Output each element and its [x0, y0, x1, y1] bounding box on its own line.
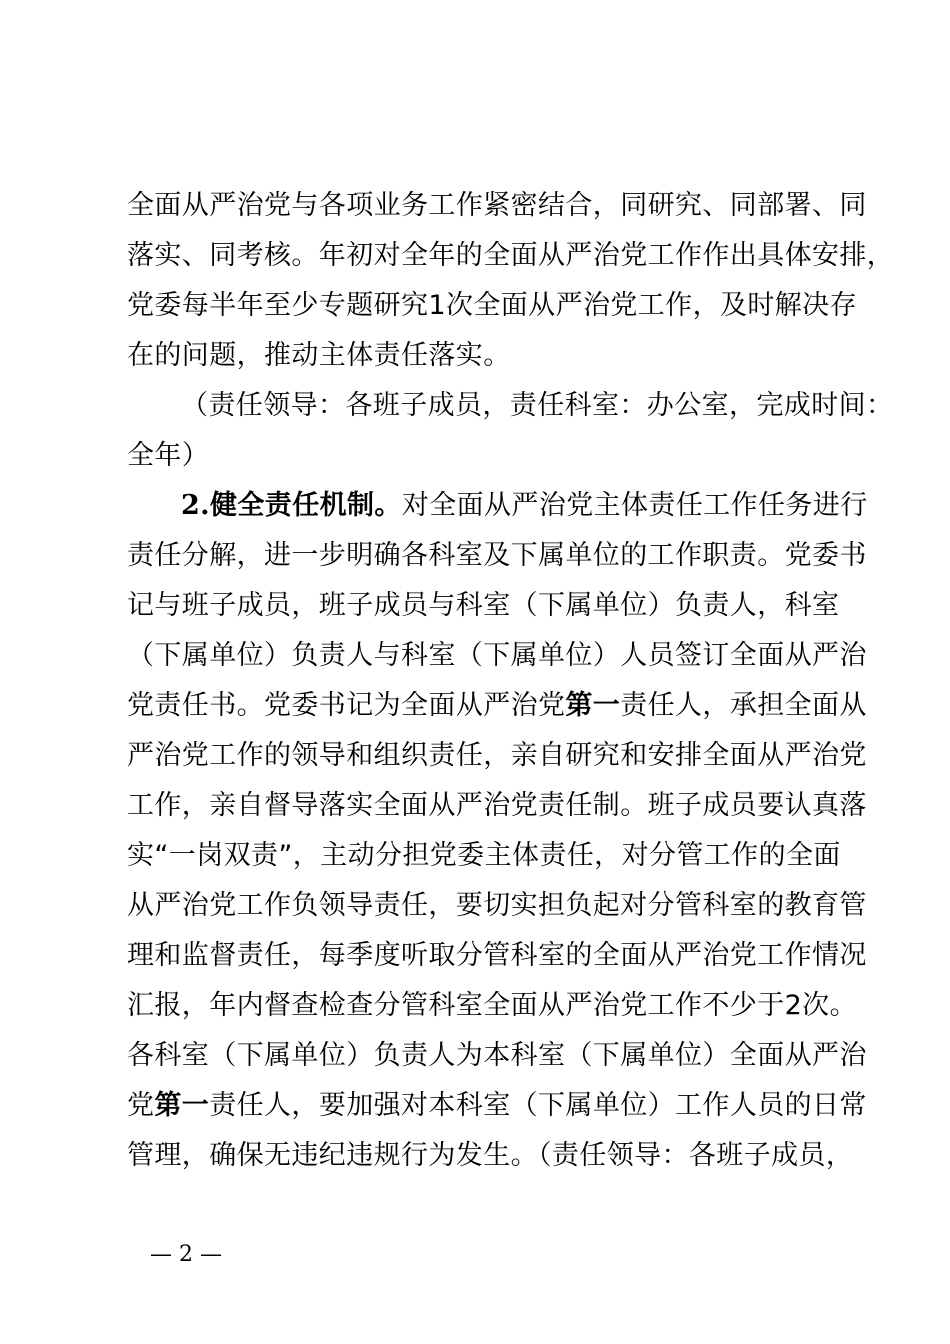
- text-run: 责任人，承担全面从: [620, 690, 867, 721]
- section-heading-rest: 对全面从严治党主体责任工作任务进行: [401, 490, 868, 521]
- section-heading-line: [181, 481, 868, 531]
- paragraph-line: 实“一岗双责”，主动分担党委主体责任，对分管工作的全面: [127, 840, 841, 871]
- page-number: — 2 —: [150, 1242, 222, 1267]
- paragraph-line: 汇报，年内督查检查分管科室全面从严治党工作不少于2次。: [127, 990, 857, 1021]
- responsibility-line: 全年）: [127, 440, 210, 471]
- paragraph-line: 工作，亲自督导落实全面从严治党责任制。班子成员要认真落: [127, 790, 867, 821]
- paragraph-line: 严治党工作的领导和组织责任，亲自研究和安排全面从严治党: [127, 740, 867, 771]
- emphasis-text: 第一: [154, 1090, 210, 1121]
- paragraph-line: 管理，确保无违纪违规行为发生。（责任领导：各班子成员，: [127, 1140, 854, 1171]
- paragraph-line: 从严治党工作负领导责任，要切实担负起对分管科室的教育管: [127, 890, 867, 921]
- paragraph-line: 责任分解，进一步明确各科室及下属单位的工作职责。党委书: [127, 540, 867, 571]
- paragraph-line: 党委每半年至少专题研究1次全面从严治党工作，及时解决存: [127, 290, 857, 321]
- paragraph-line: 理和监督责任，每季度听取分管科室的全面从严治党工作情况: [127, 940, 867, 971]
- text-run: 党: [127, 1090, 155, 1121]
- emphasis-text: 第一: [565, 690, 621, 721]
- paragraph-line: 落实、同考核。年初对全年的全面从严治党工作作出具体安排，: [127, 240, 895, 271]
- paragraph-line: （下属单位）负责人与科室（下属单位）人员签订全面从严治: [127, 640, 867, 671]
- section-number: 2.: [181, 490, 210, 521]
- text-run: 党责任书。党委书记为全面从严治党: [127, 690, 566, 721]
- paragraph-line: [127, 681, 867, 731]
- paragraph-line: [127, 1081, 867, 1131]
- paragraph-line: 各科室（下属单位）负责人为本科室（下属单位）全面从严治: [127, 1040, 867, 1071]
- text-run: 责任人，要加强对本科室（下属单位）工作人员的日常: [209, 1090, 867, 1121]
- paragraph-line: 全面从严治党与各项业务工作紧密结合，同研究、同部署、同: [127, 190, 867, 221]
- paragraph-line: 记与班子成员，班子成员与科室（下属单位）负责人，科室: [127, 590, 840, 621]
- section-heading: 健全责任机制。: [210, 490, 402, 521]
- paragraph-line: 在的问题，推动主体责任落实。: [127, 340, 511, 371]
- responsibility-line: （责任领导：各班子成员，责任科室：办公室，完成时间：: [181, 390, 894, 421]
